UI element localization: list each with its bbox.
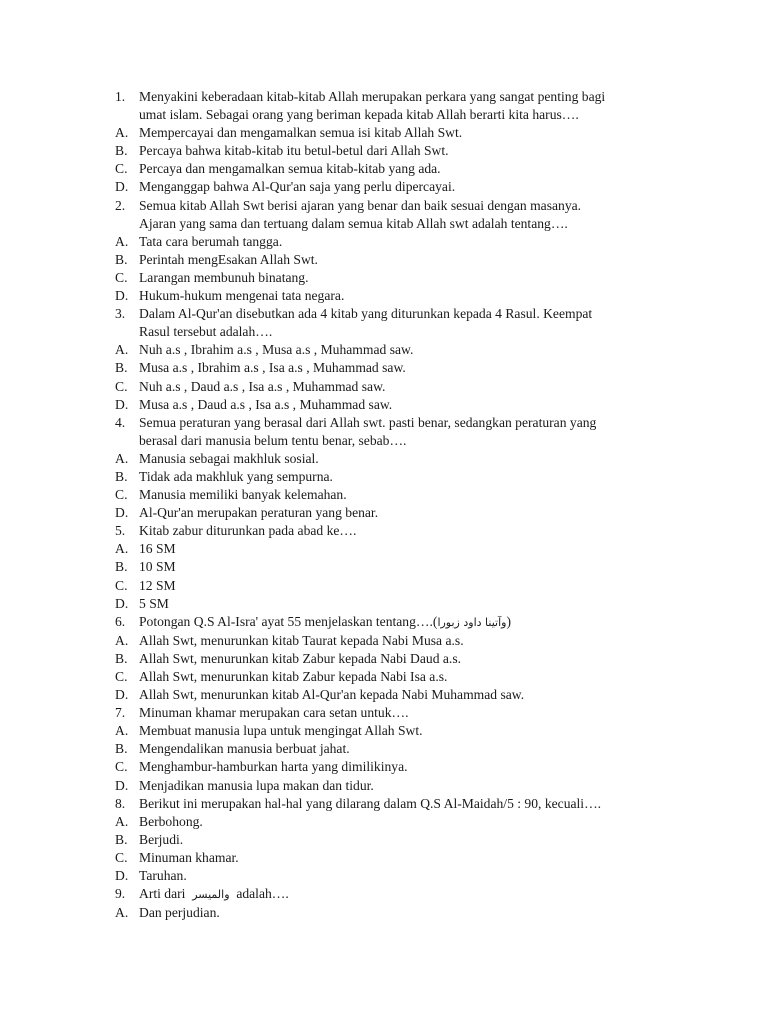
option-text: Allah Swt, menurunkan kitab Zabur kepada Nabi Isa a.s. bbox=[139, 669, 448, 684]
option-c bbox=[0, 160, 768, 178]
question-5 bbox=[0, 522, 768, 540]
option-d bbox=[0, 287, 768, 305]
question-9 bbox=[0, 885, 768, 904]
option-letter: A. bbox=[115, 342, 129, 358]
option-c bbox=[0, 486, 768, 504]
option-b bbox=[0, 650, 768, 668]
option-text: Tidak ada makhluk yang sempurna. bbox=[139, 468, 333, 484]
option-text: Nuh a.s , Daud a.s , Isa a.s , Muhammad saw. bbox=[139, 378, 386, 394]
option-letter: B. bbox=[115, 650, 128, 666]
option-b bbox=[0, 359, 768, 377]
option-d bbox=[0, 867, 768, 885]
question-number: 2. bbox=[115, 197, 126, 213]
option-letter: B. bbox=[115, 831, 128, 847]
option-letter: A. bbox=[115, 813, 129, 829]
option-text: Al-Qur'an merupakan peraturan yang benar. bbox=[139, 505, 379, 521]
option-d bbox=[0, 504, 768, 522]
option-c bbox=[0, 577, 768, 595]
option-text: Menghambur-hamburkan harta yang dimilikinya. bbox=[139, 759, 408, 775]
question-2 bbox=[0, 197, 768, 215]
option-letter: C. bbox=[115, 577, 128, 593]
option-text: Mempercayai dan mengamalkan semua isi kitab Allah Swt. bbox=[139, 125, 463, 141]
question-number: 8. bbox=[115, 795, 126, 811]
option-text: Musa a.s , Ibrahim a.s , Isa a.s , Muhammad saw. bbox=[139, 360, 406, 376]
option-letter: D. bbox=[115, 595, 129, 611]
option-text: Membuat manusia lupa untuk mengingat Allah Swt. bbox=[139, 723, 423, 739]
option-b bbox=[0, 740, 768, 758]
question-text: umat islam. Sebagai orang yang beriman kepada kitab Allah berarti kita harus…. bbox=[139, 107, 579, 123]
question-text-prefix: Potongan Q.S Al-Isra' ayat 55 menjelaskan tentang….( bbox=[139, 613, 438, 629]
option-letter: C. bbox=[115, 487, 128, 503]
question-text-continued bbox=[0, 106, 768, 124]
option-letter: B. bbox=[115, 468, 128, 484]
question-4 bbox=[0, 414, 768, 432]
option-text: Percaya bahwa kitab-kitab itu betul-betul dari Allah Swt. bbox=[139, 143, 449, 159]
question-text: berasal dari manusia belum tentu benar, sebab…. bbox=[139, 432, 407, 448]
question-text-suffix: ) bbox=[506, 613, 511, 629]
option-text: Dan perjudian. bbox=[139, 905, 220, 921]
option-letter: C. bbox=[115, 669, 128, 684]
option-text: Larangan membunuh binatang. bbox=[139, 269, 309, 285]
option-b bbox=[0, 142, 768, 160]
question-number: 3. bbox=[115, 306, 126, 322]
question-number: 9. bbox=[115, 886, 126, 902]
option-d bbox=[0, 178, 768, 196]
question-text: Menyakini keberadaan kitab-kitab Allah merupakan perkara yang sangat penting bagi bbox=[139, 89, 606, 104]
question-text-continued bbox=[0, 432, 768, 450]
option-text: 5 SM bbox=[139, 595, 169, 611]
option-letter: D. bbox=[115, 288, 129, 304]
option-text: Berbohong. bbox=[139, 813, 203, 829]
option-letter: D. bbox=[115, 396, 129, 412]
question-text: Minuman khamar merupakan cara setan untuk…. bbox=[139, 705, 409, 721]
option-b bbox=[0, 558, 768, 576]
option-text: Berjudi. bbox=[139, 831, 184, 847]
option-letter: C. bbox=[115, 269, 128, 285]
option-a bbox=[0, 124, 768, 142]
option-text: Hukum-hukum mengenai tata negara. bbox=[139, 288, 345, 304]
option-text: Allah Swt, menurunkan kitab Al-Qur'an kepada Nabi Muhammad saw. bbox=[139, 687, 525, 703]
option-letter: C. bbox=[115, 161, 128, 177]
option-text: Musa a.s , Daud a.s , Isa a.s , Muhammad saw. bbox=[139, 396, 393, 412]
option-text: Menjadikan manusia lupa makan dan tidur. bbox=[139, 777, 374, 793]
option-b bbox=[0, 468, 768, 486]
question-number: 4. bbox=[115, 414, 126, 430]
question-7 bbox=[0, 704, 768, 722]
option-b bbox=[0, 831, 768, 849]
question-text: Rasul tersebut adalah…. bbox=[139, 324, 273, 340]
question-text bbox=[139, 885, 289, 904]
arabic-verse: وآتينا داود زبورا bbox=[437, 615, 507, 629]
option-d bbox=[0, 686, 768, 704]
option-c bbox=[0, 758, 768, 776]
question-number: 6. bbox=[115, 613, 126, 629]
option-b bbox=[0, 251, 768, 269]
option-text: Menganggap bahwa Al-Qur'an saja yang perlu dipercayai. bbox=[139, 179, 456, 195]
option-d bbox=[0, 595, 768, 613]
option-letter: D. bbox=[115, 687, 129, 703]
question-text bbox=[139, 613, 511, 632]
option-text: 12 SM bbox=[139, 577, 176, 593]
option-a bbox=[0, 540, 768, 558]
option-d bbox=[0, 396, 768, 414]
option-letter: A. bbox=[115, 450, 129, 466]
question-text-continued bbox=[0, 323, 768, 341]
option-letter: B. bbox=[115, 360, 128, 376]
option-text: Taruhan. bbox=[139, 868, 187, 884]
question-number: 5. bbox=[115, 523, 126, 539]
option-c bbox=[0, 378, 768, 396]
option-a bbox=[0, 450, 768, 468]
option-letter: D. bbox=[115, 505, 129, 521]
option-text: Allah Swt, menurunkan kitab Taurat kepada Nabi Musa a.s. bbox=[139, 632, 464, 648]
option-letter: B. bbox=[115, 251, 128, 267]
question-text: Dalam Al-Qur'an disebutkan ada 4 kitab yang diturunkan kepada 4 Rasul. Keempat bbox=[139, 306, 593, 322]
quiz-document bbox=[0, 88, 768, 922]
option-a bbox=[0, 233, 768, 251]
question-8 bbox=[0, 795, 768, 813]
option-letter: C. bbox=[115, 378, 128, 394]
option-a bbox=[0, 341, 768, 359]
option-text: 16 SM bbox=[139, 541, 176, 557]
question-1 bbox=[0, 88, 768, 106]
option-d bbox=[0, 777, 768, 795]
option-letter: A. bbox=[115, 233, 129, 249]
option-letter: B. bbox=[115, 559, 128, 575]
question-text: Berikut ini merupakan hal-hal yang dilarang dalam Q.S Al-Maidah/5 : 90, kecuali…. bbox=[139, 795, 602, 811]
option-text: Manusia memiliki banyak kelemahan. bbox=[139, 487, 347, 503]
option-a bbox=[0, 722, 768, 740]
option-a bbox=[0, 632, 768, 650]
question-6 bbox=[0, 613, 768, 632]
option-letter: B. bbox=[115, 143, 128, 159]
question-number: 7. bbox=[115, 705, 126, 721]
question-text: Semua kitab Allah Swt berisi ajaran yang benar dan baik sesuai dengan masanya. bbox=[139, 197, 582, 213]
option-letter: A. bbox=[115, 125, 129, 141]
option-text: Perintah mengEsakan Allah Swt. bbox=[139, 251, 318, 267]
option-letter: A. bbox=[115, 723, 129, 739]
question-text: Kitab zabur diturunkan pada abad ke…. bbox=[139, 523, 357, 539]
question-3 bbox=[0, 305, 768, 323]
option-letter: C. bbox=[115, 759, 128, 775]
option-text: Manusia sebagai makhluk sosial. bbox=[139, 450, 319, 466]
option-text: Allah Swt, menurunkan kitab Zabur kepada Nabi Daud a.s. bbox=[139, 650, 462, 666]
question-text-continued bbox=[0, 215, 768, 233]
question-text: Ajaran yang sama dan tertuang dalam semua kitab Allah swt adalah tentang…. bbox=[139, 215, 568, 231]
option-text: 10 SM bbox=[139, 559, 176, 575]
option-c bbox=[0, 849, 768, 867]
question-text-prefix: Arti dari bbox=[139, 886, 186, 902]
option-c bbox=[0, 269, 768, 287]
option-a bbox=[0, 904, 768, 922]
option-a bbox=[0, 813, 768, 831]
option-letter: D. bbox=[115, 777, 129, 793]
option-letter: B. bbox=[115, 741, 128, 757]
arabic-word: والميسر bbox=[192, 888, 230, 902]
option-text: Mengendalikan manusia berbuat jahat. bbox=[139, 741, 350, 757]
question-text: Semua peraturan yang berasal dari Allah swt. pasti benar, sedangkan peraturan yang bbox=[139, 414, 597, 430]
option-letter: D. bbox=[115, 868, 129, 884]
option-letter: A. bbox=[115, 632, 129, 648]
option-c bbox=[0, 668, 768, 686]
question-text-suffix: adalah…. bbox=[236, 886, 289, 902]
option-text: Minuman khamar. bbox=[139, 849, 239, 865]
option-letter: C. bbox=[115, 849, 128, 865]
option-letter: D. bbox=[115, 179, 129, 195]
option-text: Tata cara berumah tangga. bbox=[139, 233, 283, 249]
question-number: 1. bbox=[115, 89, 126, 104]
option-letter: A. bbox=[115, 905, 129, 921]
option-letter: A. bbox=[115, 541, 129, 557]
option-text: Percaya dan mengamalkan semua kitab-kitab yang ada. bbox=[139, 161, 441, 177]
option-text: Nuh a.s , Ibrahim a.s , Musa a.s , Muhammad saw. bbox=[139, 342, 414, 358]
